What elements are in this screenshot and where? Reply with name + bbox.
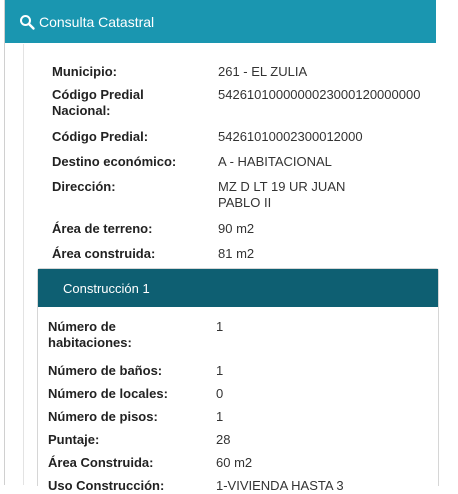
- field-value: 1: [216, 409, 224, 424]
- field-label: Área de terreno:: [52, 221, 153, 236]
- panel-body: [23, 44, 437, 493]
- field-value: 90 m2: [218, 221, 255, 236]
- field-value: 261 - EL ZULIA: [218, 64, 308, 79]
- field-value: MZ D LT 19 UR JUAN PABLO II: [218, 179, 346, 210]
- field-label: Número de baños:: [48, 363, 163, 378]
- construccion-header[interactable]: [38, 269, 438, 307]
- panel-title: Consulta Catastral: [39, 13, 155, 30]
- field-label: Número de locales:: [48, 386, 168, 401]
- field-label: Código Predial Nacional:: [52, 87, 144, 118]
- field-label: Municipio:: [52, 64, 117, 79]
- field-value: 54261010002300012000: [218, 129, 363, 144]
- field-value: 81 m2: [218, 246, 255, 261]
- field-label: Uso Construcción:: [48, 478, 165, 493]
- field-value: 1-VIVIENDA HASTA 3: [216, 478, 344, 493]
- field-label: Número de habitaciones:: [48, 319, 132, 350]
- field-value: 1: [216, 319, 224, 334]
- field-label: Código Predial:: [52, 129, 149, 144]
- field-value: 0: [216, 386, 224, 401]
- field-label: Área Construida:: [48, 455, 154, 470]
- field-label: Número de pisos:: [48, 409, 158, 424]
- field-value: A - HABITACIONAL: [218, 154, 332, 169]
- search-icon: [19, 14, 35, 30]
- field-label: Puntaje:: [48, 432, 100, 447]
- field-value: 60 m2: [216, 455, 253, 470]
- consulta-catastral-panel: [4, 0, 436, 493]
- field-label: Dirección:: [52, 179, 116, 194]
- field-label: Destino económico:: [52, 154, 177, 169]
- construccion-title: Construcción 1: [63, 280, 150, 296]
- field-value: 1: [216, 363, 224, 378]
- construccion-card: [37, 268, 439, 493]
- panel-header[interactable]: [5, 0, 436, 43]
- field-value: 5426101000000023000120000000: [218, 87, 421, 102]
- field-value: 28: [216, 432, 231, 447]
- field-label: Área construida:: [52, 246, 156, 261]
